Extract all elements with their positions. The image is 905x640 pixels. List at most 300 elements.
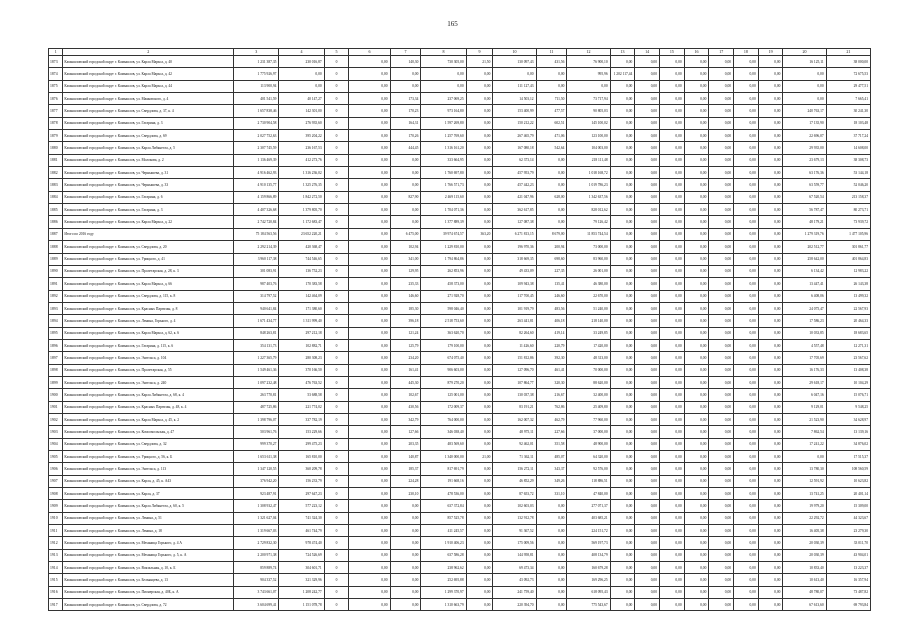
value-cell: 0,00 bbox=[635, 117, 660, 129]
value-cell: 2 730 904,58 bbox=[234, 117, 279, 129]
header-cell-10: 10 bbox=[493, 49, 536, 56]
value-cell: 0,00 bbox=[349, 574, 390, 586]
value-cell: 1 321 627,04 bbox=[234, 512, 279, 524]
value-cell: 0,00 bbox=[635, 253, 660, 265]
address-cell: Камышловский городской округ г. Камышлов, ул. Энгельса, д. 113 bbox=[63, 463, 234, 475]
value-cell: 170 383,58 bbox=[279, 278, 324, 290]
value-cell: 0,00 bbox=[635, 167, 660, 179]
value-cell: 0,00 bbox=[709, 549, 734, 561]
value-cell: 0,00 bbox=[758, 352, 783, 364]
value-cell: 0,00 bbox=[684, 216, 709, 228]
value-cell: 349,26 bbox=[536, 475, 567, 487]
value-cell: 0,00 bbox=[349, 142, 390, 154]
address-cell: Камышловский городской округ г. Камышлов, ул. Гагарина, д. 3 bbox=[63, 204, 234, 216]
value-cell: 0,00 bbox=[660, 413, 685, 425]
value-cell: 227,66 bbox=[536, 426, 567, 438]
row-number: 1884 bbox=[49, 191, 63, 203]
value-cell: 153 400,99 bbox=[493, 105, 536, 117]
value-cell: 0,00 bbox=[684, 438, 709, 450]
value-cell: 0,00 bbox=[635, 142, 660, 154]
header-cell-17: 17 bbox=[709, 49, 734, 56]
value-cell: 230,10 bbox=[390, 488, 421, 500]
value-cell: 0,00 bbox=[349, 68, 390, 80]
value-cell: 237 069,25 bbox=[421, 93, 466, 105]
value-cell: 0,00 bbox=[390, 216, 421, 228]
table-row bbox=[49, 475, 871, 487]
value-cell: 0,00 bbox=[660, 265, 685, 277]
value-cell: 0,00 bbox=[536, 562, 567, 574]
value-cell: 179 100,00 bbox=[421, 339, 466, 351]
value-cell: 741 324,30 bbox=[279, 512, 324, 524]
value-cell: 136 752,23 bbox=[279, 265, 324, 277]
value-cell: 0,00 bbox=[709, 339, 734, 351]
value-cell: 0,00 bbox=[349, 117, 390, 129]
value-cell: 0,00 bbox=[758, 191, 783, 203]
value-cell: 483,56 bbox=[536, 302, 567, 314]
value-cell: 0 bbox=[324, 339, 349, 351]
value-cell: 0,00 bbox=[709, 117, 734, 129]
value-cell: 0,00 bbox=[758, 500, 783, 512]
header-cell-11: 11 bbox=[536, 49, 567, 56]
value-cell: 0,00 bbox=[758, 216, 783, 228]
value-cell: 76 900,10 bbox=[567, 56, 610, 68]
value-cell: 0,00 bbox=[610, 167, 635, 179]
row-number: 1900 bbox=[49, 389, 63, 401]
value-cell: 0,00 bbox=[349, 401, 390, 413]
value-cell: 0,00 bbox=[660, 117, 685, 129]
value-cell: 698,60 bbox=[536, 253, 567, 265]
row-number: 1902 bbox=[49, 413, 63, 425]
value-cell: 127 096,70 bbox=[493, 364, 536, 376]
value-cell: 0,00 bbox=[709, 500, 734, 512]
value-cell: 221 774,02 bbox=[279, 401, 324, 413]
value-cell: 1 231 387,35 bbox=[234, 56, 279, 68]
value-cell: 17 135,90 bbox=[783, 117, 826, 129]
value-cell: 0,00 bbox=[536, 525, 567, 537]
value-cell: 0,00 bbox=[610, 265, 635, 277]
value-cell: 0,00 bbox=[635, 562, 660, 574]
address-cell: Камышловский городской округ г. Камышлов, ул. Гагарина, д. 115, к. 6 bbox=[63, 339, 234, 351]
value-cell: 0,00 bbox=[709, 586, 734, 598]
table-row bbox=[49, 204, 871, 216]
header-cell-19: 19 bbox=[758, 49, 783, 56]
value-cell: 0,00 bbox=[758, 525, 783, 537]
value-cell: 63 176,36 bbox=[783, 167, 826, 179]
value-cell: 44 323,67 bbox=[826, 512, 870, 524]
value-cell: 9 129,01 bbox=[783, 401, 826, 413]
value-cell: 0,00 bbox=[349, 290, 390, 302]
value-cell: 0 bbox=[324, 253, 349, 265]
value-cell: 0,00 bbox=[567, 80, 610, 92]
value-cell: 4 159 866,89 bbox=[234, 191, 279, 203]
value-cell: 0,00 bbox=[709, 154, 734, 166]
table-row bbox=[49, 191, 871, 203]
value-cell: 0,00 bbox=[635, 302, 660, 314]
table-row bbox=[49, 488, 871, 500]
value-cell: 0,00 bbox=[734, 56, 759, 68]
value-cell: 172 009,37 bbox=[421, 401, 466, 413]
value-cell: 171 380,60 bbox=[279, 302, 324, 314]
value-cell: 0,00 bbox=[635, 315, 660, 327]
value-cell: 0,00 bbox=[758, 599, 783, 611]
value-cell: 0,00 bbox=[610, 241, 635, 253]
value-cell: 0,00 bbox=[709, 327, 734, 339]
value-cell: 13 408,38 bbox=[826, 364, 870, 376]
header-cell-7: 7 bbox=[390, 49, 421, 56]
value-cell: 0,00 bbox=[660, 599, 685, 611]
value-cell: 406,18 bbox=[536, 315, 567, 327]
value-cell: 0,00 bbox=[709, 364, 734, 376]
value-cell: 0,00 bbox=[660, 216, 685, 228]
value-cell: 127,66 bbox=[390, 426, 421, 438]
value-cell: 0,00 bbox=[684, 389, 709, 401]
row-number: 1875 bbox=[49, 80, 63, 92]
value-cell: 1 794 864,86 bbox=[421, 253, 466, 265]
value-cell: 0,00 bbox=[758, 290, 783, 302]
value-cell: 0,00 bbox=[684, 93, 709, 105]
value-cell: 0,00 bbox=[660, 327, 685, 339]
value-cell: 153 229,66 bbox=[279, 426, 324, 438]
value-cell: 0,00 bbox=[349, 599, 390, 611]
table-row bbox=[49, 265, 871, 277]
row-number: 1894 bbox=[49, 315, 63, 327]
value-cell: 83 191,21 bbox=[493, 401, 536, 413]
value-cell: 130 037,38 bbox=[493, 389, 536, 401]
value-cell: 1 097 232,48 bbox=[234, 376, 279, 388]
value-cell: 0,00 bbox=[660, 93, 685, 105]
value-cell: 0,00 bbox=[758, 228, 783, 240]
value-cell: 21,50 bbox=[466, 56, 493, 68]
value-cell: 10 104,29 bbox=[826, 376, 870, 388]
value-cell: 0,00 bbox=[349, 80, 390, 92]
value-cell: 744 546,65 bbox=[279, 253, 324, 265]
value-cell: 0,00 bbox=[466, 278, 493, 290]
value-cell: 828 012,62 bbox=[567, 204, 610, 216]
row-number: 1911 bbox=[49, 525, 63, 537]
value-cell: 13 499,32 bbox=[826, 290, 870, 302]
value-cell: 401 541,59 bbox=[234, 93, 279, 105]
value-cell: 0,00 bbox=[390, 500, 421, 512]
row-number: 1910 bbox=[49, 512, 63, 524]
value-cell: 22 696,07 bbox=[783, 130, 826, 142]
value-cell: 0,00 bbox=[758, 339, 783, 351]
value-cell: 0,00 bbox=[734, 216, 759, 228]
value-cell: 904 337,52 bbox=[234, 574, 279, 586]
value-cell: 0,00 bbox=[660, 451, 685, 463]
value-cell: 0,00 bbox=[660, 80, 685, 92]
address-cell: Камышловский городской округ г. Камышлов, ул. Бельянцева, д. 13 bbox=[63, 574, 234, 586]
table-row bbox=[49, 413, 871, 425]
value-cell: 14 608,00 bbox=[826, 142, 870, 154]
address-cell: Камышловский городской округ г. Камышлов, ул. Механица Горького, д. 5, к. А bbox=[63, 549, 234, 561]
value-cell: 0,00 bbox=[684, 401, 709, 413]
value-cell: 0,00 bbox=[758, 56, 783, 68]
value-cell: 0,00 bbox=[635, 204, 660, 216]
value-cell: 102 882,71 bbox=[279, 339, 324, 351]
value-cell: 0,00 bbox=[390, 549, 421, 561]
value-cell: 987 403,76 bbox=[234, 278, 279, 290]
value-cell: 0,00 bbox=[349, 364, 390, 376]
value-cell: 0,00 bbox=[466, 413, 493, 425]
value-cell: 69 473,34 bbox=[493, 562, 536, 574]
value-cell: 1 340 000,00 bbox=[421, 451, 466, 463]
value-cell: 0,00 bbox=[758, 253, 783, 265]
value-cell: 461,41 bbox=[536, 364, 567, 376]
value-cell: 0 bbox=[324, 327, 349, 339]
value-cell: 52 046,20 bbox=[826, 179, 870, 191]
value-cell: 151 812,86 bbox=[493, 352, 536, 364]
value-cell: 0,00 bbox=[660, 142, 685, 154]
value-cell: 77 960,00 bbox=[567, 413, 610, 425]
row-number: 1898 bbox=[49, 364, 63, 376]
value-cell: 503 961,76 bbox=[234, 426, 279, 438]
value-cell: 203,35 bbox=[390, 438, 421, 450]
value-cell: 37 000,00 bbox=[567, 426, 610, 438]
value-cell: 2 292 214,39 bbox=[234, 241, 279, 253]
value-cell: 0,00 bbox=[635, 352, 660, 364]
value-cell: 0,00 bbox=[758, 117, 783, 129]
value-cell: 32 400,00 bbox=[567, 389, 610, 401]
value-cell: 1 018 168,72 bbox=[567, 167, 610, 179]
value-cell: 360 209,78 bbox=[279, 463, 324, 475]
value-cell: 2 518 753,60 bbox=[421, 315, 466, 327]
value-cell: 0,00 bbox=[758, 327, 783, 339]
value-cell: 0,00 bbox=[709, 463, 734, 475]
value-cell: 0,00 bbox=[466, 253, 493, 265]
value-cell: 0,00 bbox=[684, 339, 709, 351]
value-cell: 342,79 bbox=[390, 413, 421, 425]
value-cell: 0,00 bbox=[758, 586, 783, 598]
value-cell: 859 889,74 bbox=[234, 562, 279, 574]
value-cell: 7 665,41 bbox=[826, 93, 870, 105]
value-cell: 252 695,88 bbox=[421, 574, 466, 586]
value-cell: 0,00 bbox=[660, 278, 685, 290]
value-cell: 13 223,37 bbox=[826, 562, 870, 574]
value-cell: 62 373,14 bbox=[493, 154, 536, 166]
value-cell: 135,41 bbox=[536, 278, 567, 290]
value-cell: 0,00 bbox=[709, 352, 734, 364]
row-number: 1893 bbox=[49, 302, 63, 314]
row-number: 1916 bbox=[49, 586, 63, 598]
value-cell: 156 233,79 bbox=[279, 475, 324, 487]
value-cell: 0,00 bbox=[660, 376, 685, 388]
value-cell: 0,00 bbox=[684, 130, 709, 142]
value-cell: 0,00 bbox=[734, 562, 759, 574]
value-cell: 0,00 bbox=[660, 191, 685, 203]
value-cell: 1 342 637,56 bbox=[567, 191, 610, 203]
value-cell: 12 271,31 bbox=[826, 339, 870, 351]
table-row bbox=[49, 290, 871, 302]
value-cell: 354 131,73 bbox=[234, 339, 279, 351]
value-cell: 0,00 bbox=[610, 599, 635, 611]
value-cell: 0,00 bbox=[660, 512, 685, 524]
value-cell: 0,00 bbox=[684, 599, 709, 611]
value-cell: 0,00 bbox=[758, 302, 783, 314]
value-cell: 17 515,37 bbox=[826, 451, 870, 463]
value-cell: 0,00 bbox=[635, 438, 660, 450]
table-row bbox=[49, 327, 871, 339]
value-cell: 0,00 bbox=[349, 315, 390, 327]
value-cell: 46 852,29 bbox=[493, 475, 536, 487]
value-cell: 0,00 bbox=[758, 105, 783, 117]
value-cell: 0,00 bbox=[635, 574, 660, 586]
value-cell: 0,00 bbox=[660, 500, 685, 512]
value-cell: 0,00 bbox=[390, 68, 421, 80]
table-row bbox=[49, 352, 871, 364]
value-cell: 16 357,94 bbox=[826, 574, 870, 586]
table-row bbox=[49, 574, 871, 586]
value-cell: 17 420,00 bbox=[567, 339, 610, 351]
value-cell: 0,00 bbox=[684, 562, 709, 574]
value-cell: 21 523,90 bbox=[783, 413, 826, 425]
value-cell: 0,00 bbox=[635, 216, 660, 228]
value-cell: 471,06 bbox=[536, 130, 567, 142]
value-cell: 33 249,85 bbox=[567, 327, 610, 339]
value-cell: 0,00 bbox=[635, 130, 660, 142]
value-cell: 0,00 bbox=[684, 105, 709, 117]
value-cell: 333 664,95 bbox=[421, 154, 466, 166]
value-cell: 0,00 bbox=[635, 413, 660, 425]
table-row bbox=[49, 500, 871, 512]
value-cell: 444,45 bbox=[390, 142, 421, 154]
value-cell: 0,00 bbox=[635, 401, 660, 413]
value-cell: 0,00 bbox=[635, 68, 660, 80]
value-cell: 22 292,72 bbox=[783, 512, 826, 524]
table-row bbox=[49, 401, 871, 413]
value-cell: 0,00 bbox=[349, 179, 390, 191]
value-cell: 0,00 bbox=[684, 426, 709, 438]
value-cell: 0,00 bbox=[734, 586, 759, 598]
value-cell: 0,00 bbox=[466, 93, 493, 105]
value-cell: 2 200 971,38 bbox=[234, 549, 279, 561]
value-cell: 173,34 bbox=[390, 93, 421, 105]
value-cell: 53 144,18 bbox=[826, 167, 870, 179]
value-cell: 0,00 bbox=[734, 438, 759, 450]
address-cell: Камышловский городской округ г. Камышлов, ул. Пролетарская, д. 28, к. 3 bbox=[63, 265, 234, 277]
value-cell: 762,86 bbox=[536, 401, 567, 413]
value-cell: 1 316 161,20 bbox=[421, 142, 466, 154]
value-cell: 0,00 bbox=[466, 290, 493, 302]
value-cell: 1 202 117,44 bbox=[610, 68, 635, 80]
value-cell: 0,00 bbox=[684, 549, 709, 561]
address-cell: Камышловский городской округ г. Камышлов, ул. Свердлова, д. 37, к. 4 bbox=[63, 105, 234, 117]
value-cell: 1 299 370,97 bbox=[421, 586, 466, 598]
value-cell: 220,79 bbox=[536, 339, 567, 351]
value-cell: 72 675,53 bbox=[826, 68, 870, 80]
value-cell: 0,00 bbox=[709, 315, 734, 327]
row-number: 1883 bbox=[49, 179, 63, 191]
value-cell: 0,00 bbox=[684, 241, 709, 253]
value-cell: 0,00 bbox=[684, 265, 709, 277]
value-cell: 0,00 bbox=[734, 500, 759, 512]
value-cell: 0,00 bbox=[466, 500, 493, 512]
value-cell: 0,00 bbox=[684, 512, 709, 524]
value-cell: 48 780,07 bbox=[783, 586, 826, 598]
table-row bbox=[49, 167, 871, 179]
value-cell: 1 657 838,46 bbox=[234, 105, 279, 117]
value-cell: 160 679,28 bbox=[567, 562, 610, 574]
value-cell: 0,00 bbox=[610, 562, 635, 574]
value-cell: 0 bbox=[324, 105, 349, 117]
value-cell: 0,00 bbox=[466, 204, 493, 216]
value-cell: 0,00 bbox=[660, 68, 685, 80]
value-cell: 0,00 bbox=[466, 315, 493, 327]
value-cell: 0,00 bbox=[684, 278, 709, 290]
value-cell: 0,00 bbox=[536, 179, 567, 191]
value-cell: 0,00 bbox=[734, 426, 759, 438]
value-cell: 16 176,33 bbox=[783, 364, 826, 376]
value-cell: 12 983,22 bbox=[826, 265, 870, 277]
value-cell: 0,00 bbox=[610, 574, 635, 586]
value-cell: 0,00 bbox=[610, 278, 635, 290]
address-cell: Камышловский городской округ г. Камышлов, ул. Свердлова, д. 32 bbox=[63, 438, 234, 450]
value-cell: 48 975,11 bbox=[493, 426, 536, 438]
header-cell-5: 5 bbox=[324, 49, 349, 56]
value-cell: 628,00 bbox=[536, 191, 567, 203]
value-cell: 0,00 bbox=[684, 80, 709, 92]
value-cell: 0,00 bbox=[390, 574, 421, 586]
value-cell: 1 208 242,77 bbox=[279, 586, 324, 598]
value-cell: 0,00 bbox=[783, 451, 826, 463]
value-cell: 0,00 bbox=[349, 265, 390, 277]
value-cell: 0,00 bbox=[709, 167, 734, 179]
row-number: 1876 bbox=[49, 93, 63, 105]
row-number: 1889 bbox=[49, 253, 63, 265]
value-cell: 0,00 bbox=[349, 130, 390, 142]
value-cell: 202 512,77 bbox=[783, 241, 826, 253]
value-cell: 0,00 bbox=[684, 463, 709, 475]
value-cell: 0,00 bbox=[610, 586, 635, 598]
value-cell: 0,00 bbox=[466, 154, 493, 166]
value-cell: 23 652 220,21 bbox=[279, 228, 324, 240]
value-cell: 6 475,00 bbox=[390, 228, 421, 240]
value-cell: 0,00 bbox=[349, 327, 390, 339]
value-cell: 0,00 bbox=[466, 364, 493, 376]
value-cell: 0,00 bbox=[684, 290, 709, 302]
value-cell: 8 679,00 bbox=[536, 228, 567, 240]
table-row bbox=[49, 438, 871, 450]
value-cell: 0,00 bbox=[709, 413, 734, 425]
row-number: 1917 bbox=[49, 599, 63, 611]
value-cell: 1 257 769,60 bbox=[421, 130, 466, 142]
value-cell: 0 bbox=[324, 512, 349, 524]
value-cell: 0,00 bbox=[758, 463, 783, 475]
value-cell: 0,00 bbox=[734, 130, 759, 142]
value-cell: 73 717,94 bbox=[567, 93, 610, 105]
address-cell: Камышловский городской округ г. Камышлов, ул. Вокзальная, д. 10, к. Б bbox=[63, 562, 234, 574]
value-cell: 1 377 889,39 bbox=[421, 216, 466, 228]
value-cell: 87 653,72 bbox=[493, 488, 536, 500]
value-cell: 0,00 bbox=[635, 290, 660, 302]
row-number: 1897 bbox=[49, 352, 63, 364]
value-cell: 0,00 bbox=[466, 475, 493, 487]
value-cell: 0,00 bbox=[635, 500, 660, 512]
value-cell: 280 308,23 bbox=[279, 352, 324, 364]
value-cell: 0,00 bbox=[610, 352, 635, 364]
value-cell: 0,00 bbox=[734, 327, 759, 339]
value-cell: 0,00 bbox=[635, 179, 660, 191]
value-cell: 0,00 bbox=[536, 574, 567, 586]
value-cell: 18 683,65 bbox=[826, 327, 870, 339]
value-cell: 569 197,73 bbox=[567, 537, 610, 549]
value-cell: 125,79 bbox=[390, 339, 421, 351]
value-cell: 4 407 326,68 bbox=[234, 204, 279, 216]
value-cell: 0,00 bbox=[783, 93, 826, 105]
value-cell: 0,00 bbox=[349, 562, 390, 574]
row-number: 1896 bbox=[49, 339, 63, 351]
value-cell: 17 705,69 bbox=[783, 352, 826, 364]
value-cell: 0,00 bbox=[709, 389, 734, 401]
